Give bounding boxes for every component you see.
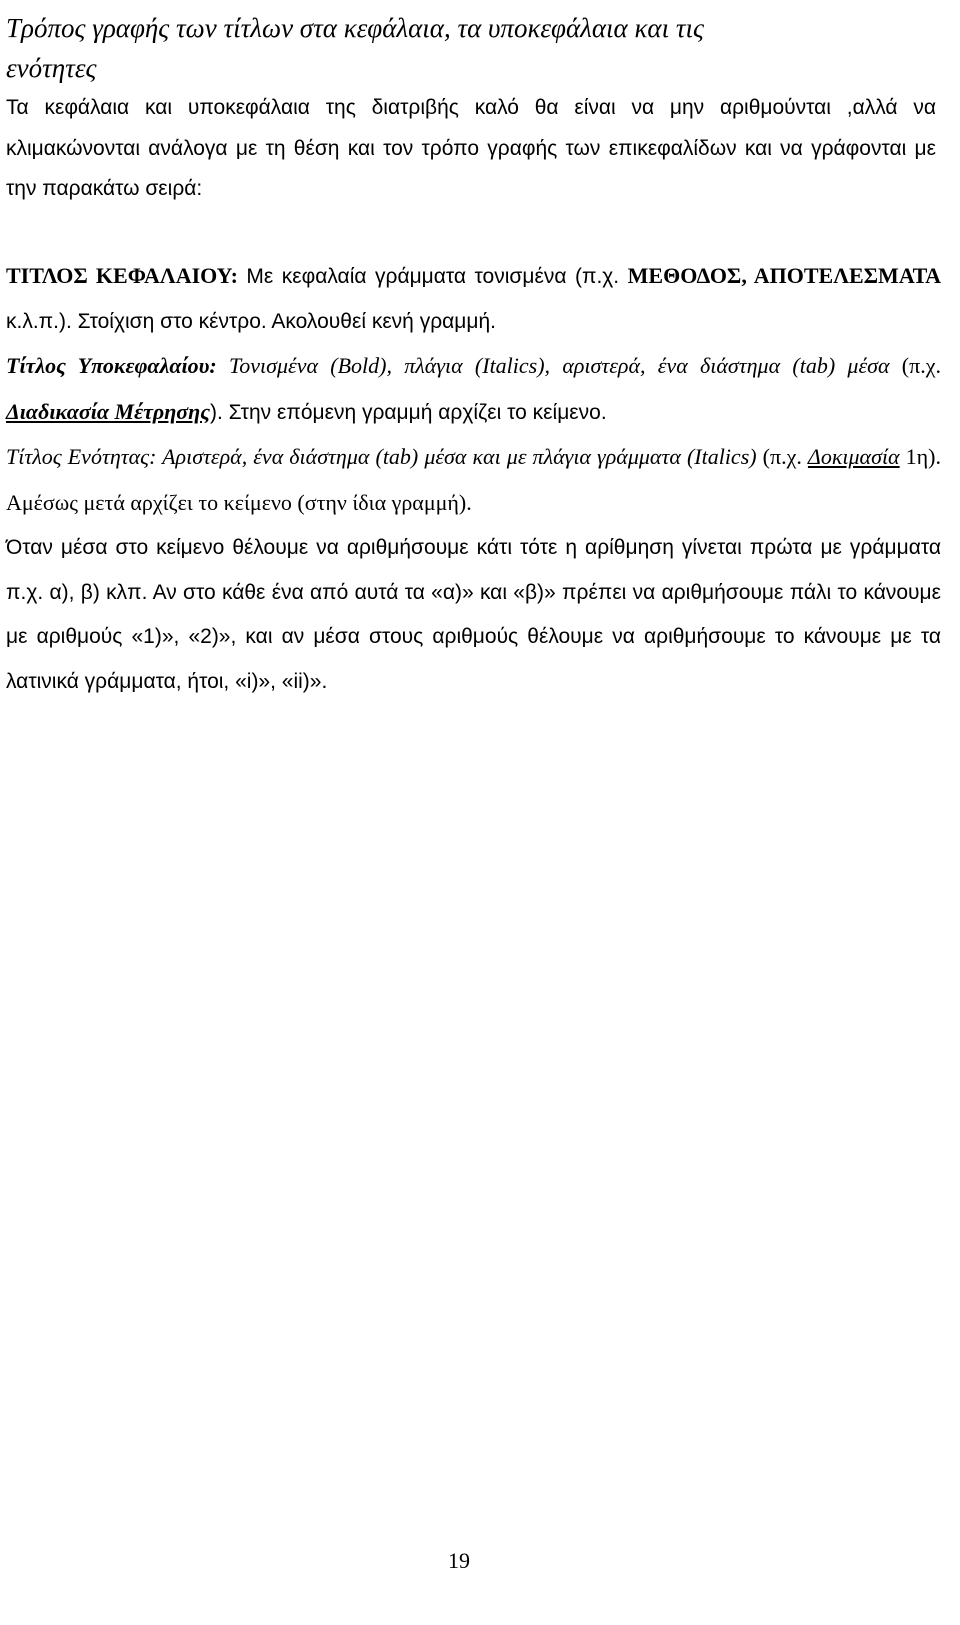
section-heading (6, 8, 926, 88)
subchapter-rule-text-2: (π.χ. (889, 353, 942, 378)
subchapter-rule-text-1: Τονισμένα (Bold), πλάγια (Italics), αριστερά, ένα διάστημα (tab) μέσα (216, 353, 890, 378)
section-rule-example: Δοκιμασία (807, 444, 900, 469)
chapter-rule-text-1: Με κεφαλαία γράμματα τονισμένα (π.χ. (237, 265, 628, 288)
section-rule-label: Τίτλος Ενότητας: (6, 444, 157, 469)
heading-line-1: Τρόπος γραφής των τίτλων στα κεφάλαια, τα υποκεφάλαια και τις (6, 13, 704, 43)
chapter-rule-label: ΤΙΤΛΟΣ ΚΕΦΑΛΑΙΟΥ: (6, 263, 238, 288)
section-rule-text-2: (π.χ. (756, 444, 808, 469)
subchapter-rule-text-3: ). Στην επόμενη γραμμή αρχίζει το κείμενο. (210, 400, 607, 424)
subchapter-rule (6, 344, 941, 435)
section-rule (6, 435, 941, 526)
heading-line-2: ενότητες (6, 53, 97, 83)
chapter-rule (6, 254, 941, 344)
subchapter-rule-example: Διαδικασία Μέτρησης (6, 398, 211, 424)
section-rule-text-1: Αριστερά, ένα διάστημα (tab) μέσα και με πλάγια γράμματα (Italics) (156, 444, 757, 469)
heading-rules (6, 254, 941, 704)
chapter-rule-example: ΜΕΘΟΔΟΣ, ΑΠΟΤΕΛΕΣΜΑΤΑ (627, 263, 941, 288)
subchapter-rule-label: Τίτλος Υποκεφαλαίου: (6, 353, 217, 378)
numbering-rule: Όταν μέσα στο κείμενο θέλουμε να αριθμήσουμε κάτι τότε η αρίθμηση γίνεται πρώτα με γράμματα π.χ. α), β) κλπ. Αν στο κάθε ένα από αυτά τα «α)» και «β)» πρέπει να αριθμήσουμε πάλι το κάνουμε με αριθμούς «1)», «2)», και αν μέσα στους αριθμούς θέλουμε να αριθμήσουμε το κάνουμε με τα λατινικά γράμματα, ήτοι, «i)», «ii)». (6, 536, 941, 693)
section-rule-text-3: 1η). Αμέσως μετά αρχίζει το κείμενο (στην ίδια γραμμή). (6, 444, 942, 515)
page-number: 19 (448, 1548, 470, 1573)
intro-paragraph: Τα κεφάλαια και υποκεφάλαια της διατριβής καλό θα είναι να μην αριθμούνται ,αλλά να κλιμακώνονται ανάλογα με τη θέση και τον τρόπο γραφής των επικεφαλίδων και να γράφονται με την παρακάτω σειρά: (6, 96, 936, 200)
chapter-rule-text-2: κ.λ.π.). Στοίχιση στο κέντρο. Ακολουθεί κενή γραμμή. (6, 309, 496, 333)
